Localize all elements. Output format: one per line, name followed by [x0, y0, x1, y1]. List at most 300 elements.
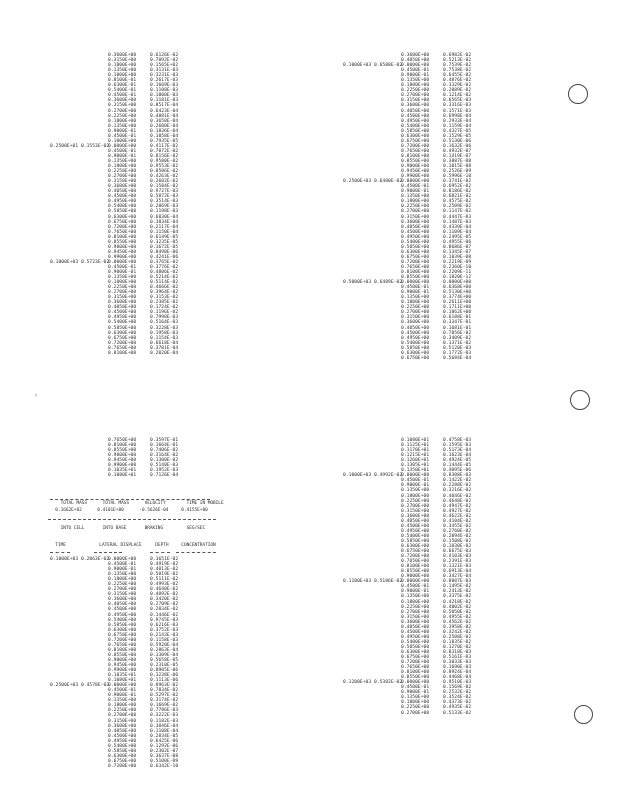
depth-cell: 0.3600E+00 [108, 98, 137, 104]
depth-cell: 0.2700E+00 [108, 290, 137, 296]
concentration-cell: 0.3765E-02 [150, 259, 179, 265]
depth-cell: 0.6300E+00 [401, 649, 430, 655]
depth-cell: 0.8550E+00 [401, 675, 430, 681]
depth-cell: 0.2250E+00 [401, 498, 430, 504]
depth-cell: 0.1800E+00 [108, 63, 137, 69]
concentration-cell: 0.6423E-04 [150, 108, 179, 114]
concentration-cell: 0.1444E-05 [443, 463, 472, 469]
concentration-cell: 0.2020E-04 [150, 350, 179, 356]
concentration-cell: 0.3964E-02 [150, 290, 179, 296]
time-offset-cell: 0.1100E+03 0.5186E-02 [343, 579, 403, 585]
depth-cell: 0.1800E+00 [401, 599, 430, 605]
concentration-cell: 0.6565E-03 [443, 98, 472, 104]
depth-cell: 0.4050E+00 [401, 224, 430, 230]
concentration-cell: 0.2089E-02 [443, 88, 472, 94]
time-offset-cell: 0.2500E+03 0.6480E-02 [343, 179, 403, 185]
concentration-cell: 0.4955E-06 [443, 239, 472, 245]
depth-cell: 0.7200E+00 [108, 340, 137, 346]
concentration-cell: 0.6455E-02 [443, 73, 472, 79]
concentration-cell: 0.1181E-03 [150, 98, 179, 104]
depth-cell: 0.7200E+00 [401, 143, 430, 149]
data-block-top-right [343, 53, 485, 361]
depth-cell: 0.6300E+00 [108, 330, 137, 336]
depth-cell: 0.3600E+00 [401, 219, 430, 225]
depth-cell: 0.2700E+00 [401, 209, 430, 215]
depth-cell: 0.4500E+00 [401, 330, 430, 336]
depth-cell: 0.3150E+00 [108, 295, 137, 301]
depth-cell: 0.3600E+00 [401, 320, 430, 326]
depth-cell: 0.1350E+00 [108, 698, 137, 704]
concentration-cell: 0.2360E-10 [443, 264, 472, 270]
concentration-cell: 0.5114E-02 [150, 280, 179, 286]
concentration-cell: 0.6821E-02 [443, 194, 472, 200]
concentration-cell: 0.8186E-02 [443, 189, 472, 195]
depth-cell: 0.1125E+01 [401, 443, 430, 449]
concentration-cell: 0.4046E-02 [443, 493, 472, 499]
concentration-cell: 0.8506E-02 [150, 169, 179, 175]
punch-hole-middle [570, 390, 590, 410]
depth-cell: 0.7200E+00 [108, 224, 137, 230]
concentration-cell: 0.4218E-02 [443, 599, 472, 605]
depth-cell: 0.6750E+00 [108, 758, 137, 764]
concentration-cell: 0.3597E-01 [150, 438, 179, 443]
depth-cell: 0.1350E+00 [401, 78, 430, 84]
concentration-cell: 0.3524E-02 [443, 695, 472, 701]
depth-cell: 0.4050E+00 [108, 602, 137, 608]
depth-cell: 0.1080E+01 [401, 438, 430, 443]
summary-value-3: 0.4155E+00 [181, 508, 208, 513]
depth-cell: 0.9000E-01 [401, 483, 430, 489]
concentration-cell: 0.3238E-06 [150, 673, 179, 679]
concentration-cell: 0.1839E-08 [443, 254, 472, 260]
depth-cell: 0.2250E+00 [401, 88, 430, 94]
table-rule-lateral [94, 552, 122, 553]
concentration-cell: 0.6149E-05 [150, 234, 179, 240]
depth-cell: 0.4500E+00 [108, 733, 137, 739]
concentration-cell: 0.8517E-04 [150, 103, 179, 109]
depth-cell: 0.1080E+01 [108, 678, 137, 684]
concentration-cell: 0.3131E-03 [150, 68, 179, 74]
concentration-cell: 0.1958E-03 [150, 330, 179, 336]
depth-cell: 0.7200E+00 [108, 763, 137, 769]
depth-cell: 0.8550E+00 [108, 239, 137, 245]
depth-cell: 0.1350E+01 [401, 468, 430, 474]
depth-cell: 0.8100E-01 [108, 78, 137, 84]
summary-sub-2: BRAKING [144, 526, 164, 531]
depth-cell: 0.6300E+00 [108, 753, 137, 759]
depth-cell: 0.6300E+00 [401, 543, 430, 549]
depth-cell: 0.5400E+00 [108, 320, 137, 326]
concentration-cell: 0.4935E-02 [443, 705, 472, 711]
depth-cell: 0.8100E+00 [108, 234, 137, 240]
depth-cell: 0.7650E+00 [401, 559, 430, 565]
concentration-cell: 0.1292E-06 [150, 743, 179, 749]
time-offset-cell: 0.5000E+03 0.6489E-02 [343, 280, 403, 286]
depth-cell: 0.1800E+00 [108, 164, 137, 170]
depth-cell: 0.6300E+00 [401, 350, 430, 356]
concentration-cell: 0.8963E-02 [150, 683, 179, 689]
concentration-cell: 0.6830E-04 [150, 214, 179, 220]
depth-cell: 0.8100E+00 [108, 443, 137, 449]
concentration-cell: 0.4806E-02 [150, 270, 179, 276]
depth-cell: 0.2700E+00 [108, 587, 137, 593]
concentration-cell: 0.2288E-02 [443, 483, 472, 489]
depth-cell: 0.5850E+00 [401, 244, 430, 250]
depth-cell: 0.1800E+00 [108, 118, 137, 124]
concentration-cell: 0.1422E-02 [443, 478, 472, 484]
depth-cell: 0.9450E+00 [108, 249, 137, 255]
depth-cell: 0.9000E-01 [108, 567, 137, 573]
concentration-cell: 0.9580E-02 [150, 158, 179, 164]
concentration-cell: 0.1711E+00 [443, 305, 472, 311]
concentration-cell: 0.1198E-03 [150, 209, 179, 215]
depth-cell: 0.1800E+00 [401, 199, 430, 205]
depth-cell: 0.4500E-01 [401, 478, 430, 484]
summary-title-1: TOTAL MASS [102, 501, 130, 506]
concentration-cell: 0.1508E-02 [443, 538, 472, 544]
concentration-cell: 0.1419E-07 [443, 153, 472, 159]
concentration-cell: 0.1159E-04 [443, 123, 472, 129]
concentration-cell: 0.3834E-04 [150, 219, 179, 225]
depth-cell: 0.4950E+00 [108, 315, 137, 321]
depth-cell: 0.4500E-01 [401, 685, 430, 691]
concentration-cell: 0.1108E-04 [150, 728, 179, 734]
punch-hole-top [568, 84, 588, 104]
depth-cell: 0.8100E+00 [401, 670, 430, 676]
depth-cell: 0.1800E+00 [108, 703, 137, 709]
depth-cell: 0.8550E+00 [401, 158, 430, 164]
concentration-cell: 0.5164E-03 [150, 320, 179, 326]
depth-cell: 0.9000E-01 [401, 589, 430, 595]
time-offset-cell: 0.1000E+03 0.6588E-02 [343, 63, 403, 69]
concentration-cell: 0.1321E-03 [443, 564, 472, 570]
concentration-cell: 0.4339E-04 [443, 224, 472, 230]
concentration-cell: 0.1495E-02 [443, 584, 472, 590]
concentration-cell: 0.4103E-03 [443, 554, 472, 560]
concentration-cell: 0.1345E-07 [443, 249, 472, 255]
time-offset-cell: 0.1000E+03 0.5723E-02 [50, 259, 110, 265]
concentration-cell: 0.3231E-03 [150, 73, 179, 79]
concentration-cell: 0.1672E-05 [150, 244, 179, 250]
depth-cell: 0.1170E+01 [401, 448, 430, 454]
depth-cell: 0.5850E+00 [108, 622, 137, 628]
depth-cell: 0.8550E+00 [108, 448, 137, 454]
concentration-cell: 0.0000E+00 [443, 280, 472, 286]
depth-cell: 0.6750E+00 [401, 655, 430, 661]
depth-cell: 0.3600E+00 [401, 619, 430, 625]
depth-cell: 0.2700E+00 [401, 310, 430, 316]
concentration-cell: 0.1571E-03 [443, 108, 472, 114]
concentration-cell: 0.3235E-05 [150, 239, 179, 245]
concentration-cell: 0.1150E-04 [150, 229, 179, 235]
depth-cell: 0.4500E+00 [401, 629, 430, 635]
concentration-cell: 0.1371E-02 [443, 340, 472, 346]
time-offset-cell: 0.2500E+01 0.1553E-02 [50, 143, 110, 149]
concentration-cell: 0.4468E-04 [443, 675, 472, 681]
concentration-cell: 0.4095E-06 [443, 468, 472, 474]
concentration-cell: 0.3242E-02 [443, 629, 472, 635]
depth-cell: 0.3150E+00 [108, 592, 137, 598]
concentration-cell: 0.3375E-02 [443, 594, 472, 600]
depth-cell: 0.4950E+00 [108, 738, 137, 744]
concentration-cell: 0.1108E-03 [150, 88, 179, 94]
concentration-cell: 0.6342E-10 [150, 763, 179, 769]
concentration-cell: 0.6913E-04 [443, 569, 472, 575]
depth-cell: 0.1000E+00 [108, 73, 137, 79]
depth-cell: 0.1800E+00 [108, 280, 137, 286]
concentration-cell: 0.2611E+00 [443, 300, 472, 306]
concentration-cell: 0.4640E-02 [150, 587, 179, 593]
concentration-cell: 0.4373E-02 [443, 700, 472, 706]
depth-cell: 0.2250E+00 [401, 204, 430, 210]
time-offset-cell: 0.1000E+03 0.4992E-02 [343, 473, 403, 479]
depth-cell: 0.6750E+00 [108, 335, 137, 341]
concentration-cell: 0.3637E-08 [150, 753, 179, 759]
concentration-cell: 0.4881E-04 [150, 113, 179, 119]
depth-cell: 0.3150E+00 [401, 315, 430, 321]
depth-cell: 0.7200E+00 [401, 554, 430, 560]
concentration-cell: 0.6998E-04 [443, 113, 472, 119]
depth-cell: 0.2250E+00 [108, 708, 137, 714]
depth-cell: 0.0000E+00 [401, 473, 430, 479]
concentration-cell: 0.3776E-02 [150, 264, 179, 270]
depth-cell: 0.1035E+01 [108, 673, 137, 679]
table-col-time: TIME [55, 543, 66, 548]
depth-cell: 0.3150E+00 [401, 508, 430, 514]
depth-cell: 0.6750E+00 [401, 254, 430, 260]
depth-cell: 0.5400E+00 [401, 639, 430, 645]
concentration-cell: 0.5130E+00 [443, 290, 472, 296]
depth-cell: 0.9450E+00 [108, 458, 137, 464]
concentration-cell: 0.2495E-05 [443, 234, 472, 240]
concentration-cell: 0.2532E-02 [443, 690, 472, 696]
table-rule-time [50, 552, 70, 553]
concentration-cell: 0.3153E-02 [150, 295, 179, 301]
concentration-cell: 0.5019E-02 [150, 572, 179, 578]
concentration-cell: 0.3658E-04 [150, 118, 179, 124]
depth-cell: 0.8100E+00 [108, 350, 137, 356]
concentration-cell: 0.5684E-04 [443, 355, 472, 361]
concentration-cell: 0.3347E-01 [443, 320, 472, 326]
concentration-cell: 0.6216E-03 [150, 622, 179, 628]
concentration-cell: 0.9510E-03 [443, 680, 472, 686]
concentration-cell: 0.4813E-02 [150, 567, 179, 573]
data-block-bottom-left-upper [50, 438, 192, 478]
depth-cell: 0.0000E+00 [108, 557, 137, 562]
depth-cell: 0.6750E+00 [108, 632, 137, 638]
depth-cell: 0.2700E+00 [108, 713, 137, 719]
depth-cell: 0.3600E+00 [401, 53, 430, 58]
depth-cell: 0.1350E+00 [108, 123, 137, 129]
concentration-cell: 0.1835E-02 [443, 639, 472, 645]
concentration-cell: 0.5920E-04 [150, 642, 179, 648]
concentration-cell: 0.1158E-03 [150, 637, 179, 643]
concentration-cell: 0.1487E-03 [443, 219, 472, 225]
concentration-cell: 0.2385E-02 [150, 300, 179, 306]
concentration-cell: 0.9553E-02 [150, 164, 179, 170]
concentration-cell: 0.5658E-05 [150, 657, 179, 663]
concentration-cell: 0.7406E-02 [150, 448, 179, 454]
depth-cell: 0.5850E+00 [401, 345, 430, 351]
depth-cell: 0.9900E+00 [108, 254, 137, 260]
concentration-cell: 0.5213E-02 [443, 58, 472, 64]
depth-cell: 0.0000E+00 [108, 683, 137, 689]
depth-cell: 0.6300E-01 [108, 83, 137, 89]
depth-cell: 0.6300E+00 [108, 627, 137, 633]
depth-cell: 0.2250E+00 [401, 305, 430, 311]
concentration-cell: 0.1836E-04 [150, 128, 179, 134]
depth-cell: 0.4050E+00 [108, 189, 137, 195]
data-row [343, 356, 485, 361]
concentration-cell: 0.2760E-02 [443, 528, 472, 534]
depth-cell: 0.1260E+01 [401, 458, 430, 464]
depth-cell: 0.9000E+00 [108, 244, 137, 250]
depth-cell: 0.5400E+00 [108, 204, 137, 210]
depth-cell: 0.2700E+00 [108, 108, 137, 114]
concentration-cell: 0.9727E-03 [150, 189, 179, 195]
concentration-cell: 0.3958E-02 [443, 624, 472, 630]
concentration-cell: 0.1772E-03 [443, 350, 472, 356]
depth-cell: 0.5850E+00 [401, 128, 430, 134]
depth-cell: 0.4500E-01 [108, 148, 137, 154]
concentration-cell: 0.6952E-02 [443, 184, 472, 190]
data-block-top-left [50, 53, 192, 356]
depth-cell: 0.9900E+00 [108, 668, 137, 674]
depth-cell: 0.4500E-01 [108, 264, 137, 270]
concentration-cell: 0.2143E-03 [150, 632, 179, 638]
concentration-cell: 0.7856E-02 [443, 330, 472, 336]
concentration-cell: 0.8318E-03 [443, 649, 472, 655]
depth-cell: 0.3600E+00 [108, 300, 137, 306]
depth-cell: 0.1800E+00 [108, 577, 137, 583]
depth-cell: 0.3600E+00 [108, 597, 137, 603]
concentration-cell: 0.1681E-01 [443, 325, 472, 331]
concentration-cell: 0.1529E-05 [443, 133, 472, 139]
concentration-cell: 0.3174E-02 [150, 698, 179, 704]
depth-cell: 0.0000E+00 [401, 579, 430, 585]
depth-cell: 0.2250E+00 [108, 169, 137, 175]
concentration-cell: 0.2508E-02 [443, 634, 472, 640]
data-row [50, 473, 192, 478]
concentration-cell: 0.3329E-02 [443, 83, 472, 89]
concentration-cell: 0.5100E-09 [150, 758, 179, 764]
concentration-cell: 0.3774E+00 [443, 295, 472, 301]
concentration-cell: 0.6425E-06 [150, 738, 179, 744]
depth-cell: 0.6750E+00 [401, 138, 430, 144]
concentration-cell: 0.1196E-02 [150, 310, 179, 316]
depth-cell: 0.3150E+00 [108, 179, 137, 185]
concentration-cell: 0.6188E-01 [443, 315, 472, 321]
concentration-cell: 0.7539E-02 [443, 63, 472, 69]
depth-cell: 0.2250E+00 [401, 705, 430, 711]
depth-cell: 0.5850E+00 [108, 325, 137, 331]
concentration-cell: 0.2602E-02 [150, 179, 179, 185]
concentration-cell: 0.5214E-02 [150, 275, 179, 281]
concentration-cell: 0.1309E-04 [150, 652, 179, 658]
table-col-conc: CONCENTRATION [181, 543, 216, 548]
depth-cell: 0.8550E+00 [401, 275, 430, 281]
depth-cell: 0.5400E+00 [401, 533, 430, 539]
concentration-cell: 0.8686E-07 [443, 244, 472, 250]
concentration-cell: 0.4876E-02 [443, 78, 472, 84]
depth-cell: 0.1800E+00 [401, 83, 430, 89]
depth-cell: 0.5400E+00 [108, 617, 137, 623]
depth-cell: 0.8550E+00 [108, 652, 137, 658]
depth-cell: 0.5400E+00 [108, 743, 137, 749]
concentration-cell: 0.5133E-02 [443, 710, 472, 716]
time-offset-cell: 0.1200E+03 0.5382E-02 [343, 680, 403, 686]
depth-cell: 0.4950E+00 [401, 234, 430, 240]
time-offset-cell: 0.1000E+03 0.2063E-02 [50, 557, 110, 562]
depth-cell: 0.1800E+00 [401, 493, 430, 499]
depth-cell: 0.3150E+00 [401, 614, 430, 620]
depth-cell: 0.6300E+00 [401, 249, 430, 255]
depth-cell: 0.5850E+00 [108, 209, 137, 215]
depth-cell: 0.9450E+00 [401, 169, 430, 175]
concentration-cell: 0.6675E-03 [443, 549, 472, 555]
concentration-cell: 0.1062E+00 [443, 310, 472, 316]
concentration-cell: 0.3409E-02 [443, 335, 472, 341]
depth-cell: 0.1000E+00 [108, 138, 137, 144]
concentration-cell: 0.6126E-02 [150, 53, 179, 58]
punch-hole-bottom [574, 705, 593, 724]
depth-cell: 0.0000E+00 [108, 259, 137, 265]
depth-cell: 0.7650E+00 [108, 229, 137, 235]
depth-cell: 0.4950E+00 [401, 118, 430, 124]
depth-cell: 0.3600E+00 [108, 53, 137, 58]
concentration-cell: 0.2834E-05 [150, 733, 179, 739]
concentration-cell: 0.1147E-02 [443, 209, 472, 215]
concentration-cell: 0.4993E-02 [150, 582, 179, 588]
concentration-cell: 0.1632E-06 [443, 143, 472, 149]
concentration-cell: 0.5996E-10 [443, 174, 472, 180]
depth-cell: 0.4500E-01 [401, 184, 430, 190]
depth-cell: 0.4950E+00 [108, 199, 137, 205]
depth-cell: 0.9000E-01 [108, 270, 137, 276]
depth-cell: 0.7200E+00 [108, 637, 137, 643]
concentration-cell: 0.3846E-04 [150, 723, 179, 729]
depth-cell: 0.8550E+00 [401, 569, 430, 575]
concentration-cell: 0.1569E-02 [443, 685, 472, 691]
depth-cell: 0.1350E+00 [401, 295, 430, 301]
concentration-cell: 0.6618E-04 [150, 340, 179, 346]
concentration-cell: 0.2526E-09 [443, 169, 472, 175]
concentration-cell: 0.5161E-03 [443, 655, 472, 661]
concentration-cell: 0.2413E-02 [443, 589, 472, 595]
depth-cell: 0.3600E+00 [401, 103, 430, 109]
concentration-cell: 0.4932E-07 [443, 148, 472, 154]
summary-subtitles [50, 521, 247, 536]
depth-cell: 0.4500E+00 [108, 310, 137, 316]
depth-cell: 0.9000E+00 [401, 164, 430, 170]
concentration-cell: 0.2600E-04 [150, 123, 179, 129]
depth-cell: 0.4500E+00 [108, 607, 137, 613]
concentration-cell: 0.8887E-03 [443, 579, 472, 585]
scan-mark-icon: ◦ [34, 392, 39, 400]
data-row [50, 764, 192, 769]
concentration-cell: 0.4241E-06 [150, 254, 179, 260]
depth-cell: 0.9000E-01 [401, 290, 430, 296]
depth-cell: 0.1350E+00 [108, 68, 137, 74]
depth-cell: 0.5400E-01 [108, 88, 137, 94]
concentration-cell: 0.4927E-02 [443, 508, 472, 514]
depth-cell: 0.7200E+00 [401, 259, 430, 265]
concentration-cell: 0.4919E-02 [150, 562, 179, 568]
concentration-cell: 0.1182E-03 [150, 718, 179, 724]
summary-value-2: -0.5626E-04 [139, 508, 169, 513]
concentration-cell: 0.3701E-04 [150, 345, 179, 351]
concentration-cell: 0.2509E-02 [443, 204, 472, 210]
